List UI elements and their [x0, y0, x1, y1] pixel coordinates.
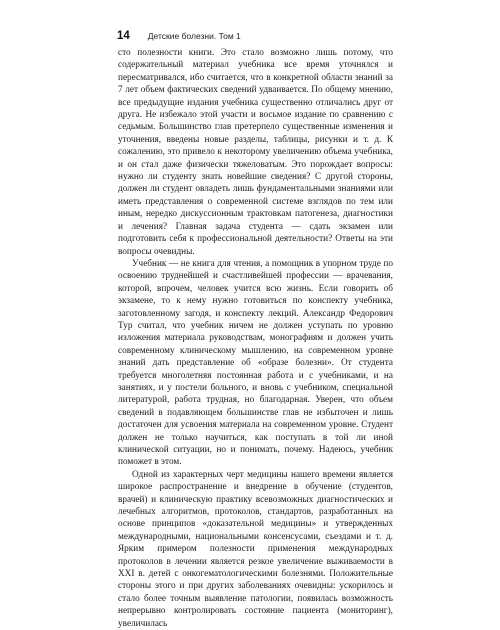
paragraph-1: сто полезности книги. Это стало возможно лишь потому, что содержательный материал учебника все время уточнялся и пересматривался, ибо считается, что в конкретной области знаний за 7 лет объем фактических сведений удваивается. По общему мнению, все предыдущие издания учебника существенно отличались друг от друга. Не избежало этой участи и восьмое издание по сравнению с седьмым. Большинство глав претерпело существенные изменения и уточнения, введены новые разделы, таблицы, рисунки и т. д. К сожалению, это привело к некоторому увеличению объема учебника, и он стал даже физически тяжеловатым. Это порождает вопросы: нужно ли студенту знать новейшие сведения? С другой стороны, должен ли студент овладеть лишь фундаментальными знаниями или иметь представления о современной системе взглядов по тем или иным, нередко дискуссионным трактовкам патогенеза, диагностики и лечения? Главная задача студента — сдать экзамен или подготовить себя к профессиональной деятельности? Ответы на эти вопросы очевидны. [118, 48, 393, 257]
page-number: 14 [117, 30, 130, 42]
running-title: Детские болезни. Том 1 [147, 31, 241, 41]
page-header [117, 30, 417, 46]
paragraph-3: Одной из характерных черт медицины нашего времени является широкое распространение и внедрение в обучение (студентов, врачей) и клиническую практику всевозможных диагностических и лечебных алгоритмов, протоколов, стандартов, разработанных на основе принципов «доказательной медицины» и утвержденных международными, национальными консенсусами, съездами и т. д. Ярким примером полезности применения международных протоколов в лечении является резкое увеличение выживаемости в XXI в. детей с онкогематологическими болезнями. Положительные стороны этого и при других заболеваниях очевидны: ускорилось и стало более точным выявление патологии, появилась возможность непрерывно контролировать состояние пациента (мониторинг), увеличилась [118, 469, 393, 629]
body-text [118, 47, 393, 630]
paragraph-2: Учебник — не книга для чтения, а помощник в упорном труде по освоению труднейшей и счастливейшей профессии — врачевания, которой, впрочем, человек учится всю жизнь. Если говорить об экзамене, то к нему нужно готовиться по конспекту учебника, заготовленному загодя, и конспекту лекций. Александр Федорович Тур считал, что учебник ничем не должен уступать по уровню изложения материала руководствам, монографиям и должен учить современному клиническому мышлению, на современном уровне знаний дать представление об «образе болезни». От студента требуется многолетняя постоянная работа и с учебниками, и на занятиях, и у постели больного, и вновь с учебником, специальной литературой, работа трудная, но благодарная. Уверен, что объем сведений в подавляющем большинстве глав не избыточен и лишь достаточен для усвоения материала на современном уровне. Студент должен не только научиться, как поступать в той ли иной клинической ситуации, но и понимать, почему. Надеюсь, учебник поможет в этом. [118, 258, 393, 468]
